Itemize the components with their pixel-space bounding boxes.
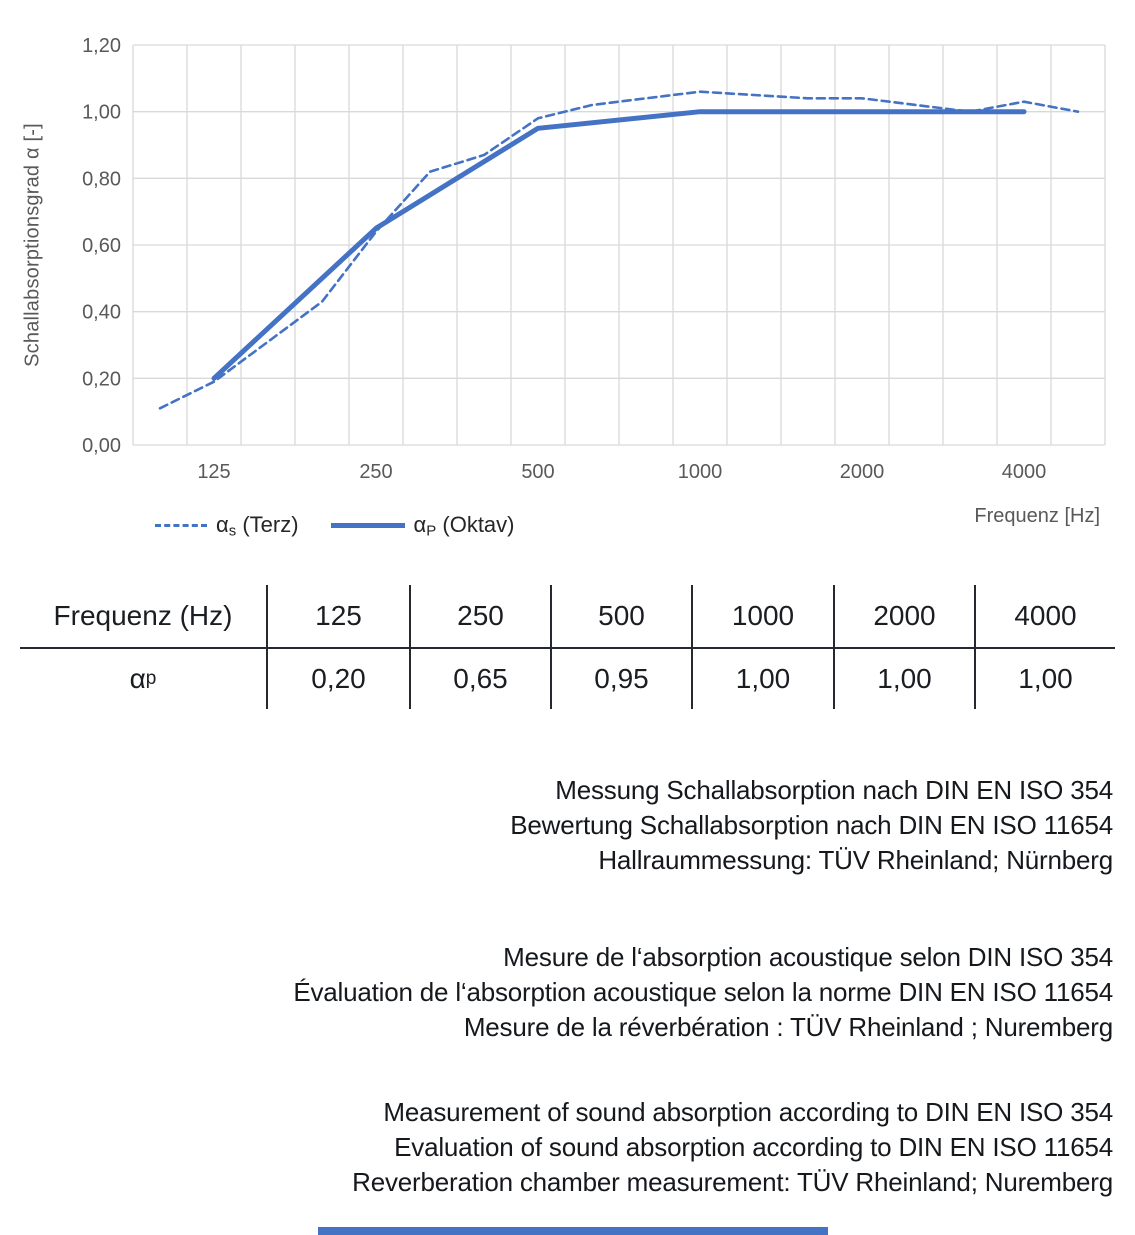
note-line: Measurement of sound absorption according to DIN EN ISO 354 bbox=[383, 1097, 1113, 1127]
table-header-frequency: Frequenz (Hz) bbox=[20, 585, 266, 649]
note-line: Hallraummessung: TÜV Rheinland; Nürnberg bbox=[598, 845, 1113, 875]
x-tick-label: 125 bbox=[197, 461, 231, 483]
y-tick-label: 0,80 bbox=[82, 168, 121, 191]
note-line: Evaluation of sound absorption according to DIN EN ISO 11654 bbox=[394, 1132, 1113, 1162]
legend-item-alpha-p bbox=[331, 512, 515, 540]
y-tick-label: 0,20 bbox=[82, 368, 121, 391]
table-value-125: 0,20 bbox=[266, 649, 409, 709]
y-axis-title: Schallabsorptionsgrad α [-] bbox=[21, 123, 44, 367]
y-tick-label: 0,40 bbox=[82, 301, 121, 324]
absorption-chart-canvas bbox=[0, 0, 1135, 560]
x-tick-label: 4000 bbox=[1001, 461, 1047, 483]
notes-english bbox=[0, 1095, 1135, 1200]
note-line: Mesure de la réverbération : TÜV Rheinland ; Nuremberg bbox=[463, 1012, 1113, 1042]
notes-french bbox=[0, 940, 1135, 1045]
note-line: Messung Schallabsorption nach DIN EN ISO 354 bbox=[555, 775, 1113, 805]
note-line: Reverberation chamber measurement: TÜV Rheinland; Nuremberg bbox=[352, 1167, 1113, 1197]
table-header-2000: 2000 bbox=[833, 585, 974, 649]
note-line: Évaluation de l‘absorption acoustique selon la norme DIN EN ISO 11654 bbox=[293, 977, 1113, 1007]
absorption-table bbox=[20, 585, 1115, 709]
x-axis-title: Frequenz [Hz] bbox=[974, 505, 1100, 527]
table-value-250: 0,65 bbox=[409, 649, 550, 709]
x-tick-label: 250 bbox=[359, 461, 393, 483]
notes-german bbox=[0, 773, 1135, 878]
table-row-label-alpha-p: α p bbox=[129, 663, 157, 694]
legend-label-alpha-p: $\alpha_P$ (Oktav) bbox=[413, 512, 515, 540]
legend-item-alpha-s bbox=[155, 512, 299, 540]
y-tick-label: 1,20 bbox=[82, 35, 121, 57]
x-tick-label: 2000 bbox=[839, 461, 885, 483]
table-header-250: 250 bbox=[409, 585, 550, 649]
y-tick-label: 0,60 bbox=[82, 235, 121, 257]
table-value-2000: 1,00 bbox=[833, 649, 974, 709]
x-tick-label: 1000 bbox=[677, 461, 723, 483]
y-tick-label: 0,00 bbox=[82, 435, 121, 457]
chart-legend bbox=[155, 512, 515, 540]
table-header-500: 500 bbox=[550, 585, 691, 649]
table-header-125: 125 bbox=[266, 585, 409, 649]
solid-line-swatch-icon bbox=[331, 523, 405, 528]
table-value-1000: 1,00 bbox=[691, 649, 833, 709]
table-value-500: 0,95 bbox=[550, 649, 691, 709]
legend-label-alpha-s: $\alpha_s$ (Terz) bbox=[216, 512, 299, 540]
table-value-4000: 1,00 bbox=[974, 649, 1115, 709]
x-tick-label: 500 bbox=[521, 461, 555, 483]
dashed-line-swatch-icon bbox=[155, 524, 207, 527]
note-line: Bewertung Schallabsorption nach DIN EN ISO 11654 bbox=[510, 810, 1113, 840]
table-header-1000: 1000 bbox=[691, 585, 833, 649]
note-line: Mesure de l‘absorption acoustique selon DIN ISO 354 bbox=[503, 942, 1113, 972]
y-tick-label: 1,00 bbox=[82, 101, 121, 124]
absorption-chart bbox=[0, 0, 1135, 560]
table-header-4000: 4000 bbox=[974, 585, 1115, 649]
